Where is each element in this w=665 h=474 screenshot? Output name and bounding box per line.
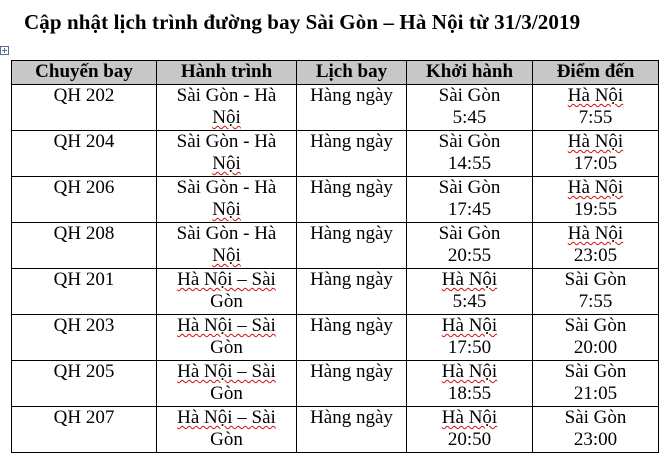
table-header-row (12, 61, 659, 85)
schedule-cell (297, 131, 407, 177)
arrival-time: 7:55 (578, 107, 613, 128)
schedule-text: Hàng ngày (310, 407, 393, 428)
departure-cell (407, 407, 533, 453)
flight-cell (12, 315, 157, 361)
departure-time: 5:45 (452, 291, 487, 312)
schedule-text: Hàng ngày (310, 361, 393, 382)
departure-city: Sài Gòn (438, 177, 501, 198)
route-cell (157, 177, 297, 223)
header-route (157, 61, 297, 85)
schedule-cell (297, 361, 407, 407)
departure-cell (407, 85, 533, 131)
arrival-cell (533, 131, 659, 177)
route-line-1: Sài Gòn - Hà (176, 85, 277, 106)
route-cell (157, 85, 297, 131)
arrival-city: Sài Gòn (564, 361, 627, 382)
flight-number: QH 208 (53, 223, 115, 244)
route-line-2: Gòn (210, 291, 243, 312)
departure-cell (407, 269, 533, 315)
departure-city: Hà Nội (441, 315, 498, 336)
flight-cell (12, 269, 157, 315)
route-line-2: Gòn (210, 337, 243, 358)
departure-city: Sài Gòn (438, 85, 501, 106)
schedule-cell (297, 85, 407, 131)
arrival-city: Sài Gòn (564, 269, 627, 290)
schedule-cell (297, 177, 407, 223)
route-line-2: Gòn (210, 383, 243, 404)
departure-cell (407, 131, 533, 177)
departure-time: 5:45 (452, 107, 487, 128)
header-arrival (533, 61, 659, 85)
flight-number: QH 206 (53, 177, 115, 198)
departure-city: Sài Gòn (438, 131, 501, 152)
page-title: Cập nhật lịch trình đường bay Sài Gòn – Hà Nội từ 31/3/2019 (24, 10, 581, 34)
route-line-1: Sài Gòn - Hà (176, 177, 277, 198)
route-line-1: Hà Nội – Sài (177, 407, 276, 428)
route-line-1: Hà Nội – Sài (177, 315, 276, 336)
header-schedule (297, 61, 407, 85)
flight-number: QH 201 (53, 269, 115, 290)
departure-time: 20:50 (447, 429, 492, 450)
arrival-city: Hà Nội (567, 85, 624, 106)
arrival-time: 19:55 (573, 199, 618, 220)
route-cell (157, 131, 297, 177)
arrival-time: 23:05 (573, 245, 618, 266)
schedule-text: Hàng ngày (310, 269, 393, 290)
arrival-city: Hà Nội (567, 177, 624, 198)
table-move-handle-icon[interactable] (0, 46, 9, 55)
route-line-2: Nội (212, 153, 241, 174)
schedule-cell (297, 407, 407, 453)
departure-time: 17:45 (447, 199, 492, 220)
flight-cell (12, 131, 157, 177)
schedule-text: Hàng ngày (310, 315, 393, 336)
arrival-time: 7:55 (578, 291, 613, 312)
route-line-1: Sài Gòn - Hà (176, 131, 277, 152)
flight-cell (12, 361, 157, 407)
departure-city: Hà Nội (441, 361, 498, 382)
arrival-time: 20:00 (573, 337, 618, 358)
schedule-cell (297, 315, 407, 361)
route-cell (157, 315, 297, 361)
flight-cell (12, 407, 157, 453)
departure-time: 14:55 (447, 153, 492, 174)
arrival-city: Sài Gòn (564, 407, 627, 428)
table-row (12, 223, 659, 269)
arrival-cell (533, 361, 659, 407)
departure-city: Hà Nội (441, 269, 498, 290)
arrival-cell (533, 177, 659, 223)
flight-number: QH 207 (53, 407, 115, 428)
header-schedule-label: Lịch bay (315, 61, 388, 82)
route-cell (157, 361, 297, 407)
arrival-city: Sài Gòn (564, 315, 627, 336)
flight-cell (12, 223, 157, 269)
arrival-cell (533, 315, 659, 361)
departure-city: Sài Gòn (438, 223, 501, 244)
arrival-city: Hà Nội (567, 131, 624, 152)
route-line-2: Nội (212, 199, 241, 220)
table-row (12, 315, 659, 361)
route-line-1: Hà Nội – Sài (177, 361, 276, 382)
table-row (12, 177, 659, 223)
table-row (12, 131, 659, 177)
departure-time: 17:50 (447, 337, 492, 358)
schedule-text: Hàng ngày (310, 131, 393, 152)
schedule-cell (297, 223, 407, 269)
departure-cell (407, 223, 533, 269)
arrival-cell (533, 85, 659, 131)
flight-number: QH 203 (53, 315, 115, 336)
arrival-time: 21:05 (573, 383, 618, 404)
schedule-text: Hàng ngày (310, 85, 393, 106)
header-arrival-label: Điểm đến (556, 61, 635, 82)
header-flight-label: Chuyến bay (35, 61, 133, 82)
flight-schedule-table (11, 60, 659, 453)
schedule-cell (297, 269, 407, 315)
table-row (12, 361, 659, 407)
departure-time: 18:55 (447, 383, 492, 404)
schedule-text: Hàng ngày (310, 223, 393, 244)
departure-cell (407, 361, 533, 407)
route-cell (157, 269, 297, 315)
arrival-time: 17:05 (573, 153, 618, 174)
table-row (12, 407, 659, 453)
header-flight (12, 61, 157, 85)
route-line-2: Nội (212, 107, 241, 128)
flight-number: QH 205 (53, 361, 115, 382)
arrival-city: Hà Nội (567, 223, 624, 244)
header-route-label: Hành trình (180, 61, 273, 82)
route-line-2: Gòn (210, 429, 243, 450)
flight-cell (12, 177, 157, 223)
table-row (12, 85, 659, 131)
departure-city: Hà Nội (441, 407, 498, 428)
route-line-1: Sài Gòn - Hà (176, 223, 277, 244)
departure-time: 20:55 (447, 245, 492, 266)
route-line-1: Hà Nội – Sài (177, 269, 276, 290)
header-departure-label: Khởi hành (425, 61, 514, 82)
flight-number: QH 204 (53, 131, 115, 152)
schedule-text: Hàng ngày (310, 177, 393, 198)
flight-cell (12, 85, 157, 131)
table-row (12, 269, 659, 315)
route-cell (157, 407, 297, 453)
departure-cell (407, 315, 533, 361)
arrival-cell (533, 269, 659, 315)
route-cell (157, 223, 297, 269)
arrival-time: 23:00 (573, 429, 618, 450)
route-line-2: Nội (212, 245, 241, 266)
flight-number: QH 202 (53, 85, 115, 106)
arrival-cell (533, 407, 659, 453)
departure-cell (407, 177, 533, 223)
header-departure (407, 61, 533, 85)
arrival-cell (533, 223, 659, 269)
